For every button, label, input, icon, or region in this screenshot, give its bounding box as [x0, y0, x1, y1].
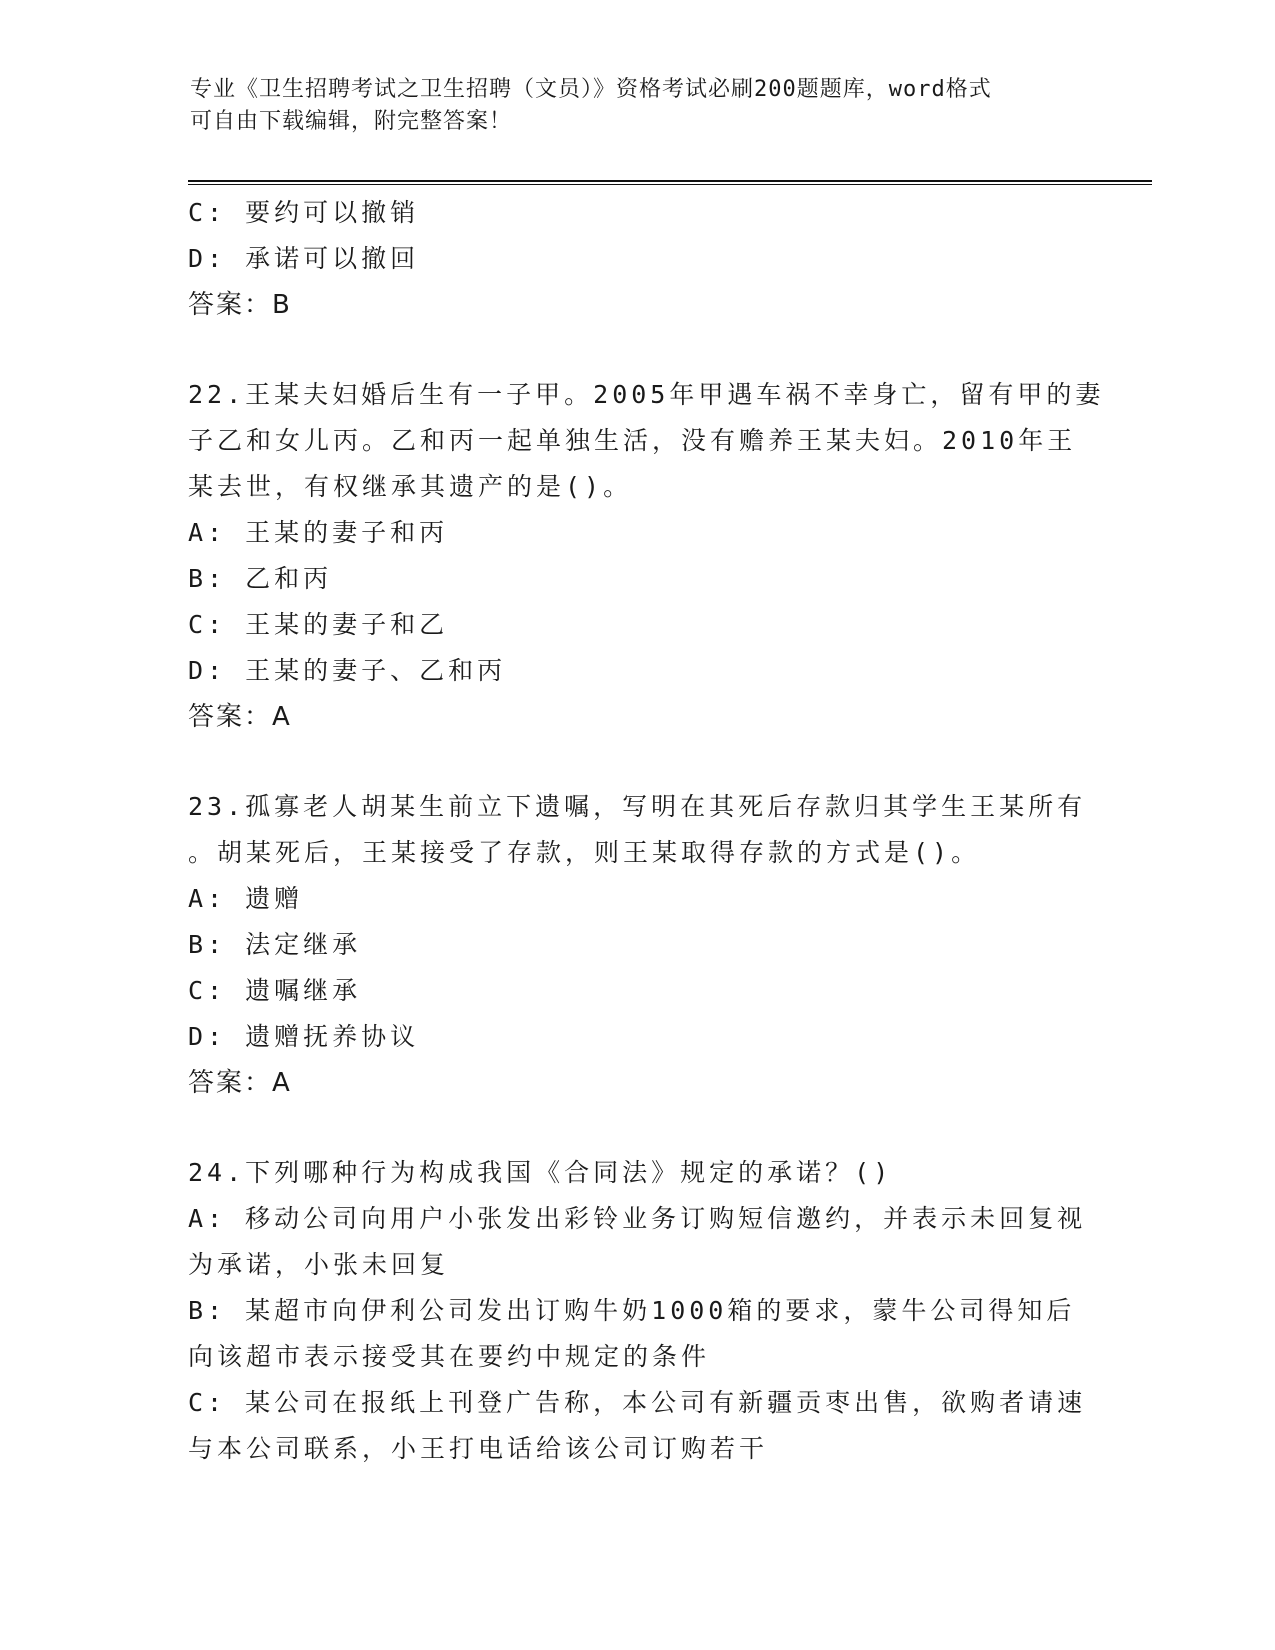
question-stem-line: 某去世，有权继承其遗产的是()。 [188, 472, 633, 501]
question-21-continuation [188, 190, 1088, 328]
option-c-line-1: C: 某公司在报纸上刊登广告称，本公司有新疆贡枣出售，欲购者请速 [188, 1388, 1087, 1417]
answer-line: 答案：A [188, 702, 292, 732]
question-stem-line: 子乙和女儿丙。乙和丙一起单独生活，没有赡养王某夫妇。2010年王 [188, 426, 1077, 455]
answer-line: 答案：B [188, 290, 292, 320]
header-line-1: 专业《卫生招聘考试之卫生招聘（文员）》资格考试必刷200题题库，word格式 [190, 77, 992, 102]
option-b-line-2: 向该超市表示接受其在要约中规定的条件 [188, 1342, 711, 1371]
option-d: D: 承诺可以撤回 [188, 244, 420, 273]
question-24 [188, 1150, 1088, 1472]
option-c-line-2: 与本公司联系，小王打电话给该公司订购若干 [188, 1434, 769, 1463]
option-d: D: 王某的妻子、乙和丙 [188, 656, 507, 685]
option-b: B: 乙和丙 [188, 564, 333, 593]
option-b-line-1: B: 某超市向伊利公司发出订购牛奶1000箱的要求，蒙牛公司得知后 [188, 1296, 1076, 1325]
option-c: C: 遗嘱继承 [188, 976, 362, 1005]
question-23 [188, 784, 1088, 1106]
option-a-line-2: 为承诺，小张未回复 [188, 1250, 450, 1279]
option-c: C: 王某的妻子和乙 [188, 610, 449, 639]
option-a: A: 遗赠 [188, 884, 304, 913]
option-c: C: 要约可以撤销 [188, 198, 420, 227]
header-divider [188, 180, 1152, 185]
option-a-line-1: A: 移动公司向用户小张发出彩铃业务订购短信邀约，并表示未回复视 [188, 1204, 1087, 1233]
answer-line: 答案：A [188, 1068, 292, 1098]
document-body [188, 190, 1105, 1472]
option-a: A: 王某的妻子和丙 [188, 518, 449, 547]
question-stem-line: 23.孤寡老人胡某生前立下遗嘱，写明在其死后存款归其学生王某所有 [188, 792, 1087, 821]
question-stem-line: 。胡某死后，王某接受了存款，则王某取得存款的方式是()。 [188, 838, 981, 867]
option-d: D: 遗赠抚养协议 [188, 1022, 420, 1051]
question-22 [188, 372, 1105, 740]
page-header [190, 74, 1070, 138]
question-stem-line: 22.王某夫妇婚后生有一子甲。2005年甲遇车祸不幸身亡，留有甲的妻 [188, 380, 1105, 409]
header-line-2: 可自由下载编辑，附完整答案！ [190, 109, 513, 134]
option-b: B: 法定继承 [188, 930, 362, 959]
question-stem-line: 24.下列哪种行为构成我国《合同法》规定的承诺？() [188, 1158, 893, 1187]
